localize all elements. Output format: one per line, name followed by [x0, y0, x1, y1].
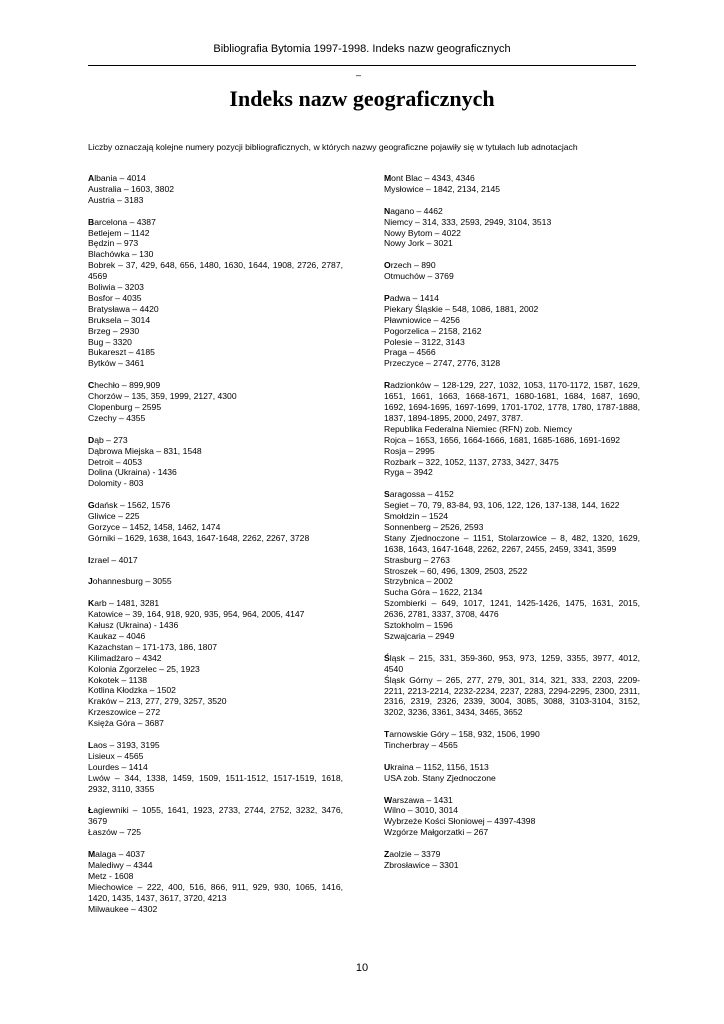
index-entry: Pławniowice – 4256 — [384, 314, 460, 325]
index-group — [88, 576, 343, 587]
index-entry: Nowy Jork – 3021 — [384, 238, 453, 249]
index-entry: Izrael – 4017 — [88, 554, 138, 565]
index-entry: Bruksela – 3014 — [88, 314, 151, 325]
index-entry: Milwaukee – 4302 — [88, 903, 158, 914]
index-entry: Kraków – 213, 277, 279, 3257, 3520 — [88, 696, 227, 707]
index-entry: Praga – 4566 — [384, 347, 436, 358]
index-entry: Rozbark – 322, 1052, 1137, 2733, 3427, 3475 — [384, 456, 559, 467]
intro-paragraph: Liczby oznaczają kolejne numery pozycji bibliograficznych, w których nazwy geograficzne pojawiły się w tytułach lub adnotacjach — [88, 142, 578, 152]
index-entry: Detroit – 4053 — [88, 456, 142, 467]
index-entry: Łaszów – 725 — [88, 827, 142, 838]
index-entry: Będzin – 973 — [88, 238, 139, 249]
index-entry: Wilno – 3010, 3014 — [384, 805, 459, 816]
index-entry: Kaukaz – 4046 — [88, 630, 146, 641]
page-title: Indeks nazw geograficznych — [229, 86, 495, 111]
index-entry: Brzeg – 2930 — [88, 325, 140, 336]
index-entry: Lwów – 344, 1338, 1459, 1509, 1511-1512, 1517-1519, 1618, 2932, 3110, 3355 — [88, 772, 343, 794]
index-entry: Barcelona – 4387 — [88, 216, 156, 227]
index-group — [384, 795, 640, 839]
index-entry: Gorzyce – 1452, 1458, 1462, 1474 — [88, 521, 221, 532]
group-initial-letter: L — [88, 740, 94, 750]
index-group — [88, 500, 343, 544]
index-entry: Zbrosławice – 3301 — [384, 859, 459, 870]
group-initial-letter: G — [88, 500, 95, 511]
index-entry: Polesie – 3122, 3143 — [384, 336, 465, 347]
index-entry: Boliwia – 3203 — [88, 282, 144, 293]
index-entry: Szombierki – 649, 1017, 1241, 1425-1426, 1475, 1631, 2015, 2636, 2781, 3337, 3708, 4476 — [384, 598, 640, 620]
group-initial-letter: K — [88, 598, 95, 609]
index-entry: Nagano – 4462 — [384, 205, 443, 216]
index-entry: Kałusz (Ukraina) - 1436 — [88, 620, 179, 631]
header-rule — [88, 65, 636, 66]
group-initial-letter: Ś — [384, 652, 390, 663]
index-group — [384, 653, 640, 718]
group-initial-letter: S — [384, 489, 390, 500]
index-entry: Piekary Śląskie – 548, 1086, 1881, 2002 — [384, 303, 539, 314]
index-entry: Bug – 3320 — [88, 336, 132, 347]
index-group — [384, 206, 640, 250]
index-entry: Kazachstan – 171-173, 186, 1807 — [88, 641, 218, 652]
index-group — [384, 260, 640, 282]
index-entry: Orzech – 890 — [384, 260, 436, 271]
index-group — [88, 435, 343, 490]
index-entry: Kokotek – 1138 — [88, 674, 148, 685]
index-entry: Blachówka – 130 — [88, 249, 154, 260]
index-entry: Bukareszt – 4185 — [88, 347, 155, 358]
index-entry: Katowice – 39, 164, 918, 920, 935, 954, 964, 2005, 4147 — [88, 609, 305, 620]
index-entry: Lisieux – 4565 — [88, 750, 144, 761]
index-entry: Ryga – 3942 — [384, 467, 433, 478]
index-entry: Johannesburg – 3055 — [88, 576, 172, 587]
group-initial-letter: M — [384, 173, 392, 183]
index-entry: Rojca – 1653, 1656, 1664-1666, 1681, 1685-1686, 1691-1692 — [384, 434, 621, 445]
index-entry: Tincherbray – 4565 — [384, 740, 458, 751]
index-entry: Clopenburg – 2595 — [88, 402, 162, 412]
index-entry: Otmuchów – 3769 — [384, 271, 454, 282]
index-entry: Niemcy – 314, 333, 2593, 2949, 3104, 3513 — [384, 216, 552, 227]
group-initial-letter: W — [384, 794, 393, 805]
index-group — [384, 849, 640, 871]
index-entry: Padwa – 1414 — [384, 292, 439, 303]
index-entry: Pogorzelica – 2158, 2162 — [384, 325, 482, 336]
index-entry: Albania – 4014 — [88, 173, 146, 183]
index-group — [384, 380, 640, 478]
index-column-left — [88, 173, 343, 925]
index-group — [384, 762, 640, 784]
index-group — [88, 380, 343, 424]
index-entry: Łagiewniki – 1055, 1641, 1923, 2733, 2744, 2752, 3232, 3476, 3679 — [88, 805, 343, 827]
index-entry: Australia – 1603, 3802 — [88, 183, 175, 194]
index-entry: Radzionków – 128-129, 227, 1032, 1053, 1170-1172, 1587, 1629, 1651, 1661, 1663, 1668-1671, 1680-1681, 1684, 1687, 1690, 1692, 1694-1695, 1697-1699, 1701-1702, 1778, 1780, 1787-1888, 1837, 1894-1895, 2000, 2497, 3787. — [384, 380, 640, 423]
index-entry: Zaolzie – 3379 — [384, 849, 441, 860]
index-entry: Sucha Góra – 1622, 2134 — [384, 587, 483, 598]
index-entry: Dolomity - 803 — [88, 478, 144, 489]
index-entry: Krzeszowice – 272 — [88, 707, 161, 718]
index-entry: Gdańsk – 1562, 1576 — [88, 500, 171, 511]
group-initial-letter: O — [384, 260, 391, 271]
group-initial-letter: J — [88, 576, 93, 587]
index-entry: Ukraina – 1152, 1156, 1513 — [384, 761, 489, 772]
index-entry: Strzybnica – 2002 — [384, 576, 453, 587]
group-initial-letter: Z — [384, 849, 390, 860]
index-entry: Tarnowskie Góry – 158, 932, 1506, 1990 — [384, 729, 540, 740]
index-entry: Warszawa – 1431 — [384, 794, 453, 805]
index-group — [88, 849, 343, 914]
index-entry: Przeczyce – 2747, 2776, 3128 — [384, 358, 501, 369]
running-header: Bibliografia Bytomia 1997-1998. Indeks nazw geograficznych — [213, 43, 511, 55]
group-initial-letter: R — [384, 380, 391, 391]
index-group — [384, 489, 640, 642]
index-entry: Betlejem – 1142 — [88, 227, 150, 238]
index-entry: Chorzów – 135, 359, 1999, 2127, 4300 — [88, 391, 237, 402]
index-entry: Nowy Bytom – 4022 — [384, 227, 461, 238]
index-entry: Rosja – 2995 — [384, 445, 435, 456]
index-group — [384, 293, 640, 369]
index-entry: Miechowice – 222, 400, 516, 866, 911, 929, 930, 1065, 1416, 1420, 1435, 1437, 3617, 3720, 4213 — [88, 881, 343, 903]
index-entry: Kolonia Zgorzelec – 25, 1923 — [88, 663, 200, 674]
index-group — [384, 173, 640, 195]
group-initial-letter: D — [88, 434, 95, 445]
index-entry: Chechło – 899,909 — [88, 380, 161, 391]
group-initial-letter: I — [88, 554, 91, 565]
index-group — [88, 173, 343, 206]
index-entry: Sztokholm – 1596 — [384, 620, 453, 631]
index-entry: Bobrek – 37, 429, 648, 656, 1480, 1630, 1644, 1908, 2726, 2787, 4569 — [88, 260, 343, 282]
index-entry: Kilimadżaro – 4342 — [88, 652, 162, 663]
index-entry: Sonnenberg – 2526, 2593 — [384, 521, 484, 532]
group-initial-letter: T — [384, 729, 390, 740]
index-entry: Bosfor – 4035 — [88, 292, 142, 303]
index-entry: Austria – 3183 — [88, 194, 144, 205]
index-entry: Stany Zjednoczone – 1151, Stolarzowice – 8, 482, 1320, 1629, 1638, 1643, 1647-1648, 2262, 2267, 2455, 2459, 3341, 3599 — [384, 532, 640, 554]
index-entry: Mont Blac – 4343, 4346 — [384, 173, 475, 183]
index-entry: Śląsk – 215, 331, 359-360, 953, 973, 1259, 3355, 3977, 4012, 4540 — [384, 652, 640, 674]
index-entry: Smołdzin – 1524 — [384, 511, 449, 522]
index-entry: Kotlina Kłodzka – 1502 — [88, 685, 176, 696]
index-group — [88, 555, 343, 566]
index-entry: Malaga – 4037 — [88, 849, 145, 860]
index-entry: Metz - 1608 — [88, 870, 134, 881]
index-entry: USA zob. Stany Zjednoczone — [384, 772, 496, 783]
index-group — [88, 740, 343, 795]
index-entry: Karb – 1481, 3281 — [88, 598, 160, 609]
index-group — [384, 729, 640, 751]
group-initial-letter: U — [384, 761, 391, 772]
index-group — [88, 217, 343, 370]
index-entry: Dąb – 273 — [88, 434, 128, 445]
index-entry: Strasburg – 2763 — [384, 554, 450, 565]
group-initial-letter: P — [384, 292, 390, 303]
index-entry: Księża Góra – 3687 — [88, 718, 164, 729]
group-initial-letter: N — [384, 205, 391, 216]
index-entry: Stroszek – 60, 496, 1309, 2503, 2522 — [384, 565, 528, 576]
group-initial-letter: Ł — [88, 805, 94, 816]
index-entry: Malediwy – 4344 — [88, 859, 153, 870]
index-column-right — [384, 173, 640, 882]
index-entry: Szwajcaria – 2949 — [384, 630, 455, 641]
dash-mark: – — [356, 70, 362, 80]
group-initial-letter: C — [88, 380, 95, 391]
index-entry: Czechy – 4355 — [88, 412, 146, 423]
index-entry: Wybrzeże Kości Słoniowej – 4397-4398 — [384, 816, 536, 827]
index-entry: Bratysława – 4420 — [88, 303, 159, 314]
index-entry: Republika Federalna Niemiec (RFN) zob. Niemcy — [384, 423, 573, 434]
index-entry: Mysłowice – 1842, 2134, 2145 — [384, 183, 501, 194]
index-entry: Gliwice – 225 — [88, 511, 140, 522]
index-entry: Segiet – 70, 79, 83-84, 93, 106, 122, 126, 137-138, 144, 1622 — [384, 500, 620, 511]
group-initial-letter: A — [88, 173, 95, 183]
index-entry: Górniki – 1629, 1638, 1643, 1647-1648, 2262, 2267, 3728 — [88, 532, 310, 543]
group-initial-letter: B — [88, 216, 95, 227]
index-group — [88, 805, 343, 838]
group-initial-letter: M — [88, 849, 96, 860]
index-entry: Saragossa – 4152 — [384, 489, 454, 500]
index-entry: Bytków – 3461 — [88, 358, 145, 369]
index-group — [88, 598, 343, 729]
index-entry: Śląsk Górny – 265, 277, 279, 301, 314, 321, 333, 2203, 2209-2211, 2213-2214, 2232-2234, 2237, 2283, 2294-2295, 2300, 2311, 2316, 2319, 2326, 2339, 3004, 3085, 3088, 3103-3104, 3152, 3202, 3236, 3361, 3434, 3465, 3652 — [384, 674, 640, 718]
index-entry: Lourdes – 1414 — [88, 761, 148, 772]
page-number: 10 — [355, 962, 369, 974]
index-entry: Dolina (Ukraina) - 1436 — [88, 467, 177, 478]
index-entry: Wzgórze Małgorzatki – 267 — [384, 827, 489, 838]
index-entry: Dąbrowa Miejska – 831, 1548 — [88, 445, 202, 456]
index-entry: Laos – 3193, 3195 — [88, 740, 160, 750]
